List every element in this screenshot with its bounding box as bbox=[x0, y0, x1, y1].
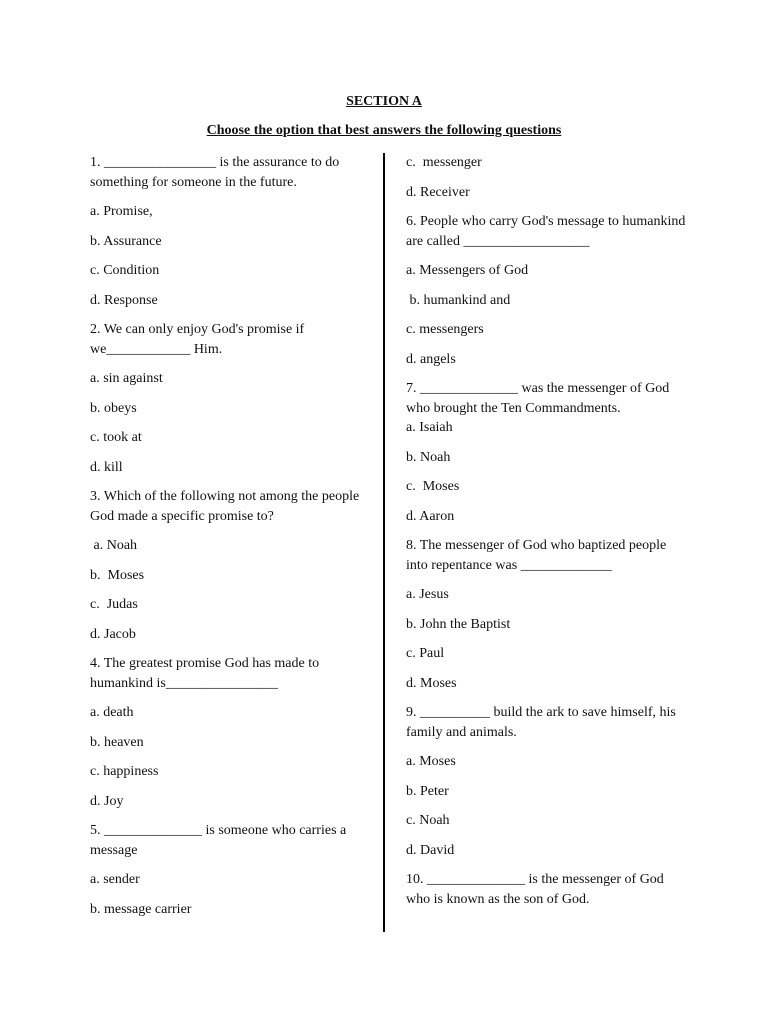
option-3c: c. Judas bbox=[90, 597, 138, 612]
question-10: 10. ______________ is the messenger of God who is known as the son of God. bbox=[406, 872, 668, 907]
question-4: 4. The greatest promise God has made to humankind is________________ bbox=[90, 656, 323, 691]
question-3: 3. Which of the following not among the people God made a specific promise to? bbox=[90, 489, 363, 524]
section-title: SECTION A bbox=[346, 94, 422, 109]
option-5c: c. messenger bbox=[406, 155, 482, 170]
option-9c: c. Noah bbox=[406, 813, 450, 828]
option-3d: d. Jacob bbox=[90, 626, 136, 642]
option-3a: a. Noah bbox=[90, 538, 138, 553]
option-2b: b. obeys bbox=[90, 400, 137, 416]
question-9: 9. __________ build the ark to save himself, his family and animals. bbox=[406, 705, 680, 740]
column-divider bbox=[383, 153, 385, 932]
option-1a: a. Promise, bbox=[90, 204, 153, 219]
instruction-heading: Choose the option that best answers the following questions bbox=[206, 123, 562, 138]
option-4b: b. heaven bbox=[90, 734, 144, 750]
question-8: 8. The messenger of God who baptized people into repentance was _____________ bbox=[406, 538, 670, 573]
option-1d: d. Response bbox=[90, 292, 158, 308]
option-5a: a. sender bbox=[90, 872, 140, 887]
option-4d: d. Joy bbox=[90, 793, 124, 809]
option-9b: b. Peter bbox=[406, 783, 449, 799]
option-6c: c. messengers bbox=[406, 322, 484, 337]
option-5b: b. message carrier bbox=[90, 901, 192, 917]
right-question-column bbox=[406, 153, 689, 919]
option-4c: c. happiness bbox=[90, 764, 159, 779]
option-8a: a. Jesus bbox=[406, 587, 449, 602]
option-4a: a. death bbox=[90, 705, 134, 720]
left-question-column bbox=[90, 153, 370, 929]
option-8c: c. Paul bbox=[406, 646, 445, 661]
question-7: 7. ______________ was the messenger of God who brought the Ten Commandments. bbox=[406, 381, 673, 416]
option-7a: a. Isaiah bbox=[406, 420, 453, 435]
option-9a: a. Moses bbox=[406, 754, 456, 769]
option-5d: d. Receiver bbox=[406, 184, 470, 200]
question-5: 5. ______________ is someone who carries a message bbox=[90, 823, 350, 858]
question-2: 2. We can only enjoy God's promise if we____________ Him. bbox=[90, 322, 308, 357]
option-2c: c. took at bbox=[90, 430, 142, 445]
option-6a: a. Messengers of God bbox=[406, 263, 529, 278]
question-1: 1. ________________ is the assurance to do something for someone in the future. bbox=[90, 155, 343, 190]
option-6d: d. angels bbox=[406, 351, 456, 367]
option-7b: b. Noah bbox=[406, 449, 451, 465]
option-7c: c. Moses bbox=[406, 479, 460, 494]
option-9d: d. David bbox=[406, 842, 455, 858]
option-3b: b. Moses bbox=[90, 567, 145, 583]
option-2a: a. sin against bbox=[90, 371, 163, 386]
option-1b: b. Assurance bbox=[90, 233, 162, 249]
option-2d: d. kill bbox=[90, 459, 123, 475]
question-6: 6. People who carry God's message to humankind are called __________________ bbox=[406, 214, 689, 249]
option-8d: d. Moses bbox=[406, 675, 457, 691]
option-8b: b. John the Baptist bbox=[406, 616, 511, 632]
option-1c: c. Condition bbox=[90, 263, 160, 278]
option-7d: d. Aaron bbox=[406, 508, 455, 524]
option-6b: b. humankind and bbox=[406, 292, 511, 308]
